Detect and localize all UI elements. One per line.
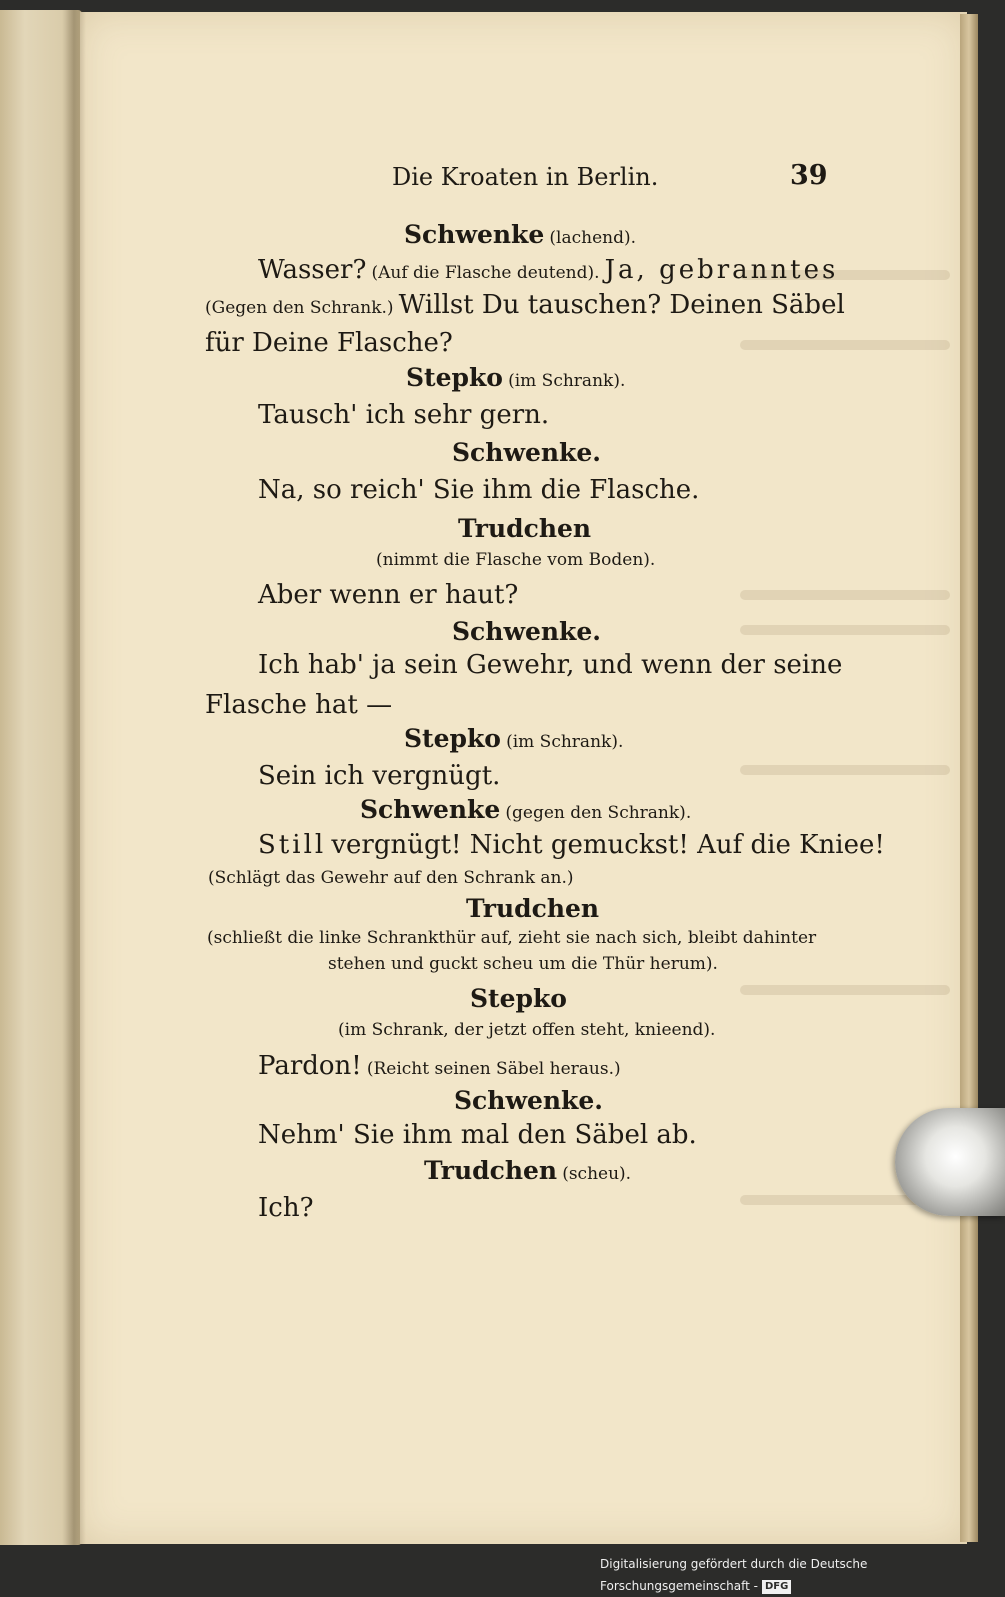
bleed-through-mark — [740, 590, 950, 600]
dialogue-text: Nehm' Sie ihm mal den Säbel ab. — [258, 1120, 697, 1150]
dialogue-text: Tausch' ich sehr gern. — [258, 400, 550, 430]
stage-direction: (Reicht seinen Säbel heraus.) — [366, 1059, 621, 1079]
credit-text: Digitalisierung gefördert durch die Deutsche Forschungsgemeinschaft - — [600, 1557, 868, 1593]
dialogue-text: Flasche hat — — [205, 690, 393, 720]
speaker-line — [424, 1158, 631, 1183]
stage-direction: (im Schrank, der jetzt offen steht, knieend). — [338, 1020, 716, 1040]
stage-direction: (Gegen den Schrank.) — [205, 298, 394, 318]
stage-direction: (gegen den Schrank). — [505, 803, 692, 823]
speaker-name: Schwenke. — [452, 438, 601, 467]
speaker-line — [406, 365, 625, 390]
stage-direction: (Schlägt das Gewehr auf den Schrank an.) — [208, 868, 574, 888]
dialogue-line — [258, 832, 885, 858]
speaker-name: Trudchen — [466, 894, 600, 923]
dialogue-text: Na, so reich' Sie ihm die Flasche. — [258, 475, 700, 505]
stage-direction: (Auf die Flasche deutend). — [371, 263, 600, 283]
speaker-name: Stepko — [470, 984, 567, 1013]
speaker-line — [404, 222, 636, 247]
bleed-through-mark — [740, 765, 950, 775]
stage-direction: (lachend). — [549, 228, 636, 248]
running-title: Die Kroaten in Berlin. — [392, 163, 659, 191]
dialogue-text: Aber wenn er haut? — [258, 580, 519, 610]
speaker-name: Stepko — [404, 724, 501, 753]
stage-direction: stehen und guckt scheu um die Thür herum). — [328, 954, 718, 974]
dialogue-text: Willst Du tauschen? Deinen Säbel — [398, 290, 845, 320]
bleed-through-mark — [740, 340, 950, 350]
dialogue-line — [258, 1053, 621, 1079]
dialogue-line — [258, 257, 838, 283]
dialogue-text: Ich hab' ja sein Gewehr, und wenn der seine — [258, 650, 843, 680]
page-stack-edge — [960, 14, 978, 1542]
page-number: 39 — [790, 160, 828, 191]
speaker-line — [404, 726, 623, 751]
speaker-name: Trudchen — [424, 1156, 558, 1185]
bleed-through-mark — [740, 985, 950, 995]
page-clip — [895, 1108, 1005, 1216]
speaker-name: Schwenke — [404, 220, 545, 249]
speaker-name: Stepko — [406, 363, 503, 392]
speaker-name: Schwenke. — [452, 617, 601, 646]
dialogue-line — [205, 292, 845, 318]
stage-direction: (im Schrank). — [506, 732, 624, 752]
stage-direction: (schließt die linke Schrankthür auf, zieht sie nach sich, bleibt dahinter — [207, 928, 817, 948]
dialogue-text: Ja, gebranntes — [604, 255, 839, 285]
dialogue-text: Still — [258, 830, 327, 860]
digitization-credit — [600, 1553, 995, 1593]
speaker-name: Trudchen — [458, 514, 592, 543]
speaker-name: Schwenke — [360, 795, 501, 824]
stage-direction: (im Schrank). — [508, 371, 626, 391]
dialogue-text: für Deine Flasche? — [205, 328, 453, 358]
dialogue-text: Wasser? — [258, 255, 367, 285]
book-gutter — [62, 10, 86, 1545]
dialogue-text: vergnügt! Nicht gemuckst! Auf die Kniee! — [331, 830, 885, 860]
speaker-line — [360, 797, 691, 822]
dialogue-text: Pardon! — [258, 1051, 362, 1081]
speaker-name: Schwenke. — [454, 1086, 603, 1115]
dialogue-text: Ich? — [258, 1193, 314, 1223]
dfg-logo: DFG — [762, 1580, 791, 1594]
stage-direction: (nimmt die Flasche vom Boden). — [376, 550, 656, 570]
dialogue-text: Sein ich vergnügt. — [258, 761, 501, 791]
stage-direction: (scheu). — [562, 1164, 632, 1184]
bleed-through-mark — [740, 625, 950, 635]
